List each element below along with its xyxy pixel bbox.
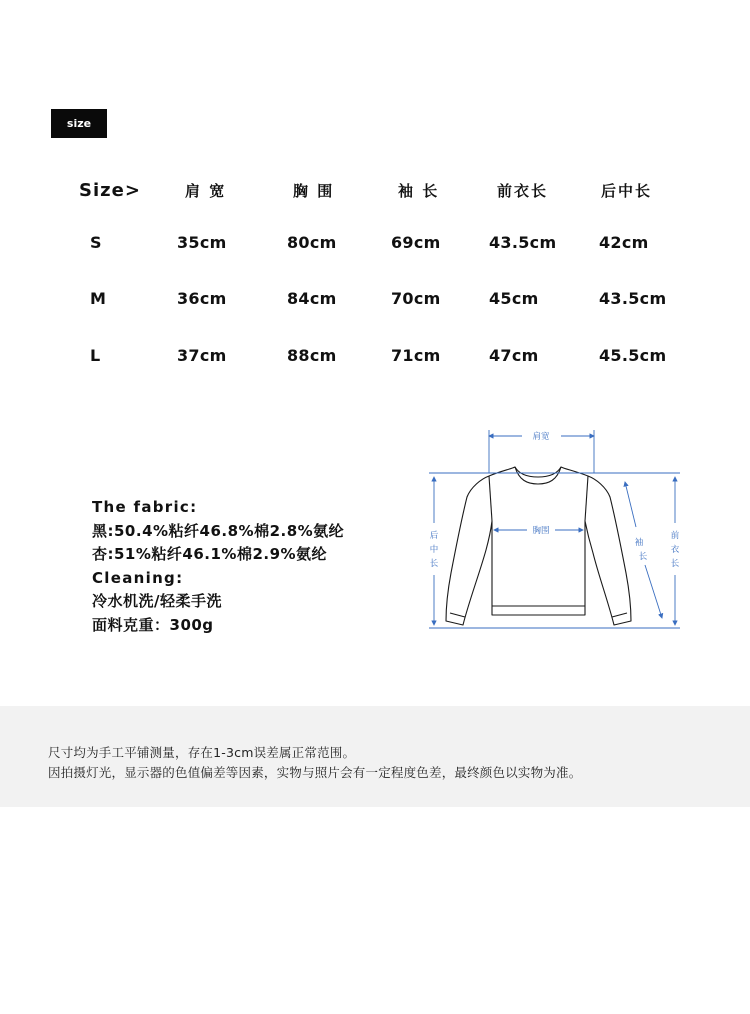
shoulder-value: 35cm: [177, 233, 227, 252]
sleeve-value: 69cm: [391, 233, 441, 252]
shoulder-value: 36cm: [177, 289, 227, 308]
table-row: [0, 346, 750, 372]
table-header-row: [0, 180, 750, 206]
cleaning-instructions: 冷水机洗/轻柔手洗: [92, 592, 222, 610]
note-measurement-error: 尺寸均为手工平铺测量，存在1-3cm误差属正常范围。: [48, 745, 356, 760]
header-size: Size>: [79, 180, 141, 201]
table-row: [0, 289, 750, 315]
measurement-lines: [429, 430, 680, 628]
back-length-label-2: 中: [429, 545, 439, 555]
chest-value: 80cm: [287, 233, 337, 252]
front-length-label-2: 衣: [670, 545, 680, 555]
fabric-heading: The fabric:: [92, 498, 198, 516]
shoulder-width-label: 肩宽: [532, 432, 550, 442]
front-length-label-3: 长: [670, 559, 680, 569]
sleeve-value: 70cm: [391, 289, 441, 308]
back-length-value: 45.5cm: [599, 346, 667, 365]
front-length-value: 43.5cm: [489, 233, 557, 252]
sweatshirt-measurement-diagram: [425, 425, 685, 640]
note-color-difference: 因拍摄灯光，显示器的色值偏差等因素，实物与照片会有一定程度色差，最终颜色以实物为准。: [48, 765, 582, 780]
header-front-length: 前衣长: [497, 182, 549, 200]
sleeve-value: 71cm: [391, 346, 441, 365]
measurement-notes: [0, 706, 750, 807]
header-sleeve: 袖 长: [398, 182, 440, 200]
front-length-label-1: 前: [670, 531, 680, 541]
front-length-value: 45cm: [489, 289, 539, 308]
chest-value: 88cm: [287, 346, 337, 365]
back-length-label-3: 长: [429, 559, 439, 569]
size-label: M: [90, 289, 107, 308]
fabric-black-composition: 黑:50.4%粘纤46.8%棉2.8%氨纶: [92, 521, 345, 540]
size-label: S: [90, 233, 102, 252]
back-length-value: 43.5cm: [599, 289, 667, 308]
sleeve-label-2: 长: [638, 552, 648, 562]
table-row: [0, 233, 750, 259]
front-length-value: 47cm: [489, 346, 539, 365]
size-badge: size: [51, 109, 107, 138]
measurement-labels: [430, 431, 680, 569]
size-label: L: [90, 346, 101, 365]
fabric-weight: 面料克重：300g: [92, 615, 214, 634]
sweatshirt-outline: [446, 467, 631, 625]
sleeve-label-1: 袖: [634, 538, 644, 548]
fabric-info: [92, 496, 344, 637]
back-length-label-1: 后: [429, 531, 439, 541]
header-chest: 胸 围: [293, 182, 335, 200]
shoulder-value: 37cm: [177, 346, 227, 365]
header-shoulder: 肩 宽: [185, 182, 227, 200]
cleaning-heading: Cleaning:: [92, 568, 184, 587]
header-back-length: 后中长: [601, 182, 653, 200]
chest-value: 84cm: [287, 289, 337, 308]
chest-label: 胸围: [532, 526, 550, 536]
back-length-value: 42cm: [599, 233, 649, 252]
fabric-apricot-composition: 杏:51%粘纤46.1%棉2.9%氨纶: [92, 545, 328, 563]
